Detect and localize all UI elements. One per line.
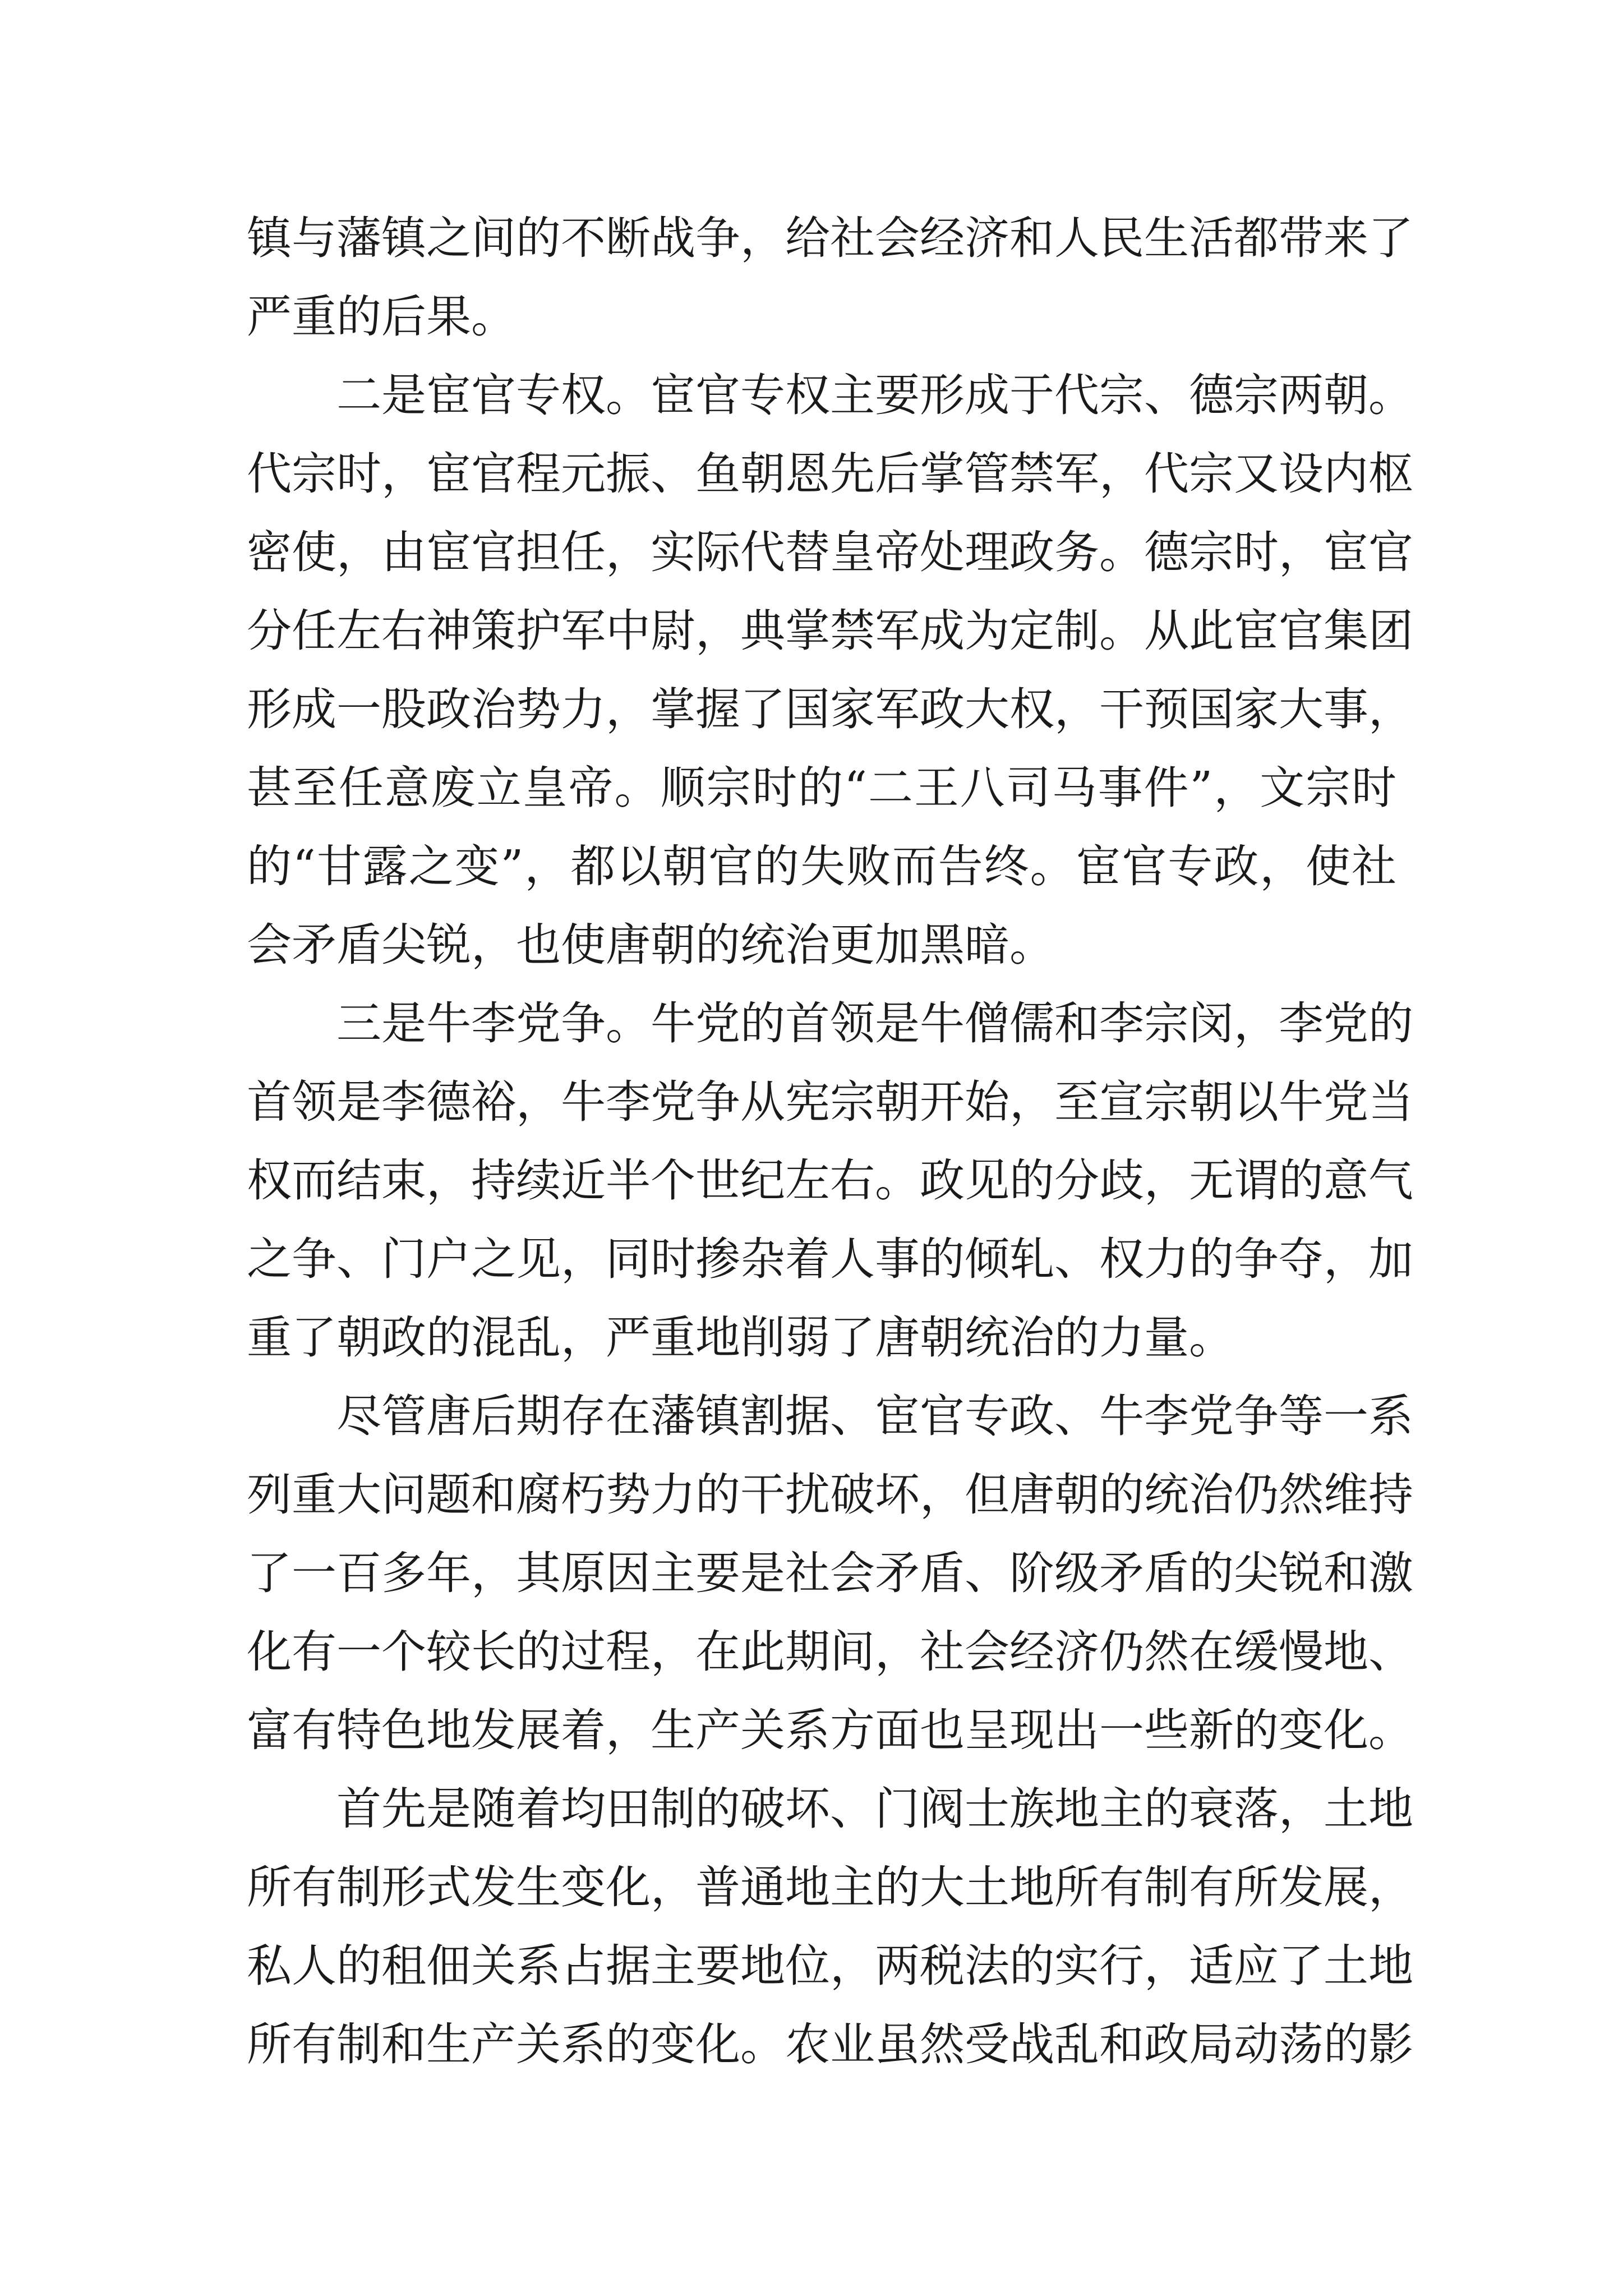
- text-line: 之争、门户之见，同时掺杂着人事的倾轧、权力的争夺，加: [247, 1233, 1413, 1285]
- text-line: 代宗时，宦官程元振、鱼朝恩先后掌管禁军，代宗又设内枢: [247, 448, 1413, 500]
- text-line: 了一百多年，其原因主要是社会矛盾、阶级矛盾的尖锐和激: [247, 1547, 1413, 1599]
- text-line: 化有一个较长的过程，在此期间，社会经济仍然在缓慢地、: [247, 1626, 1413, 1678]
- text-line: 三是牛李党争。牛党的首领是牛僧儒和李宗闵，李党的: [336, 997, 1413, 1050]
- text-line: 首先是随着均田制的破坏、门阀士族地主的衰落，土地: [336, 1783, 1413, 1835]
- text-line: 严重的后果。: [247, 291, 516, 343]
- paragraph-5: [247, 1770, 1413, 2084]
- text-line: 所有制和生产关系的变化。农业虽然受战乱和政局动荡的影: [247, 2018, 1413, 2070]
- text-line: 首领是李德裕，牛李党争从宪宗朝开始，至宣宗朝以牛党当: [247, 1076, 1413, 1128]
- paragraph-2: [247, 356, 1413, 984]
- text-line: 甚至任意废立皇帝。顺宗时的“二王八司马事件”，文宗时: [247, 762, 1396, 814]
- text-line: 所有制形式发生变化，普通地主的大土地所有制有所发展，: [247, 1861, 1413, 1913]
- text-line: 二是宦官专权。宦官专权主要形成于代宗、德宗两朝。: [336, 369, 1413, 421]
- paragraph-1: [247, 199, 1413, 356]
- text-line: 密使，由宦官担任，实际代替皇帝处理政务。德宗时，宦官: [247, 526, 1413, 578]
- text-line: 分任左右神策护军中尉，典掌禁军成为定制。从此宦官集团: [247, 605, 1413, 657]
- text-line: 私人的租佃关系占据主要地位，两税法的实行，适应了土地: [247, 1940, 1413, 1992]
- text-line: 重了朝政的混乱，严重地削弱了唐朝统治的力量。: [247, 1312, 1234, 1364]
- text-line: 列重大问题和腐朽势力的干扰破坏，但唐朝的统治仍然维持: [247, 1469, 1413, 1521]
- text-line: 镇与藩镇之间的不断战争，给社会经济和人民生活都带来了: [247, 212, 1413, 264]
- body-text: [247, 199, 1413, 2084]
- text-line: 的“甘露之变”，都以朝官的失败而告终。宦官专政，使社: [247, 840, 1396, 892]
- text-line: 权而结束，持续近半个世纪左右。政见的分歧，无谓的意气: [247, 1154, 1413, 1207]
- text-line: 尽管唐后期存在藩镇割据、宦官专政、牛李党争等一系: [336, 1390, 1413, 1442]
- text-line: 形成一股政治势力，掌握了国家军政大权，干预国家大事，: [247, 683, 1413, 735]
- paragraph-4: [247, 1377, 1413, 1770]
- paragraph-3: [247, 984, 1413, 1377]
- text-line: 富有特色地发展着，生产关系方面也呈现出一些新的变化。: [247, 1704, 1413, 1756]
- text-line: 会矛盾尖锐，也使唐朝的统治更加黑暗。: [247, 919, 1054, 971]
